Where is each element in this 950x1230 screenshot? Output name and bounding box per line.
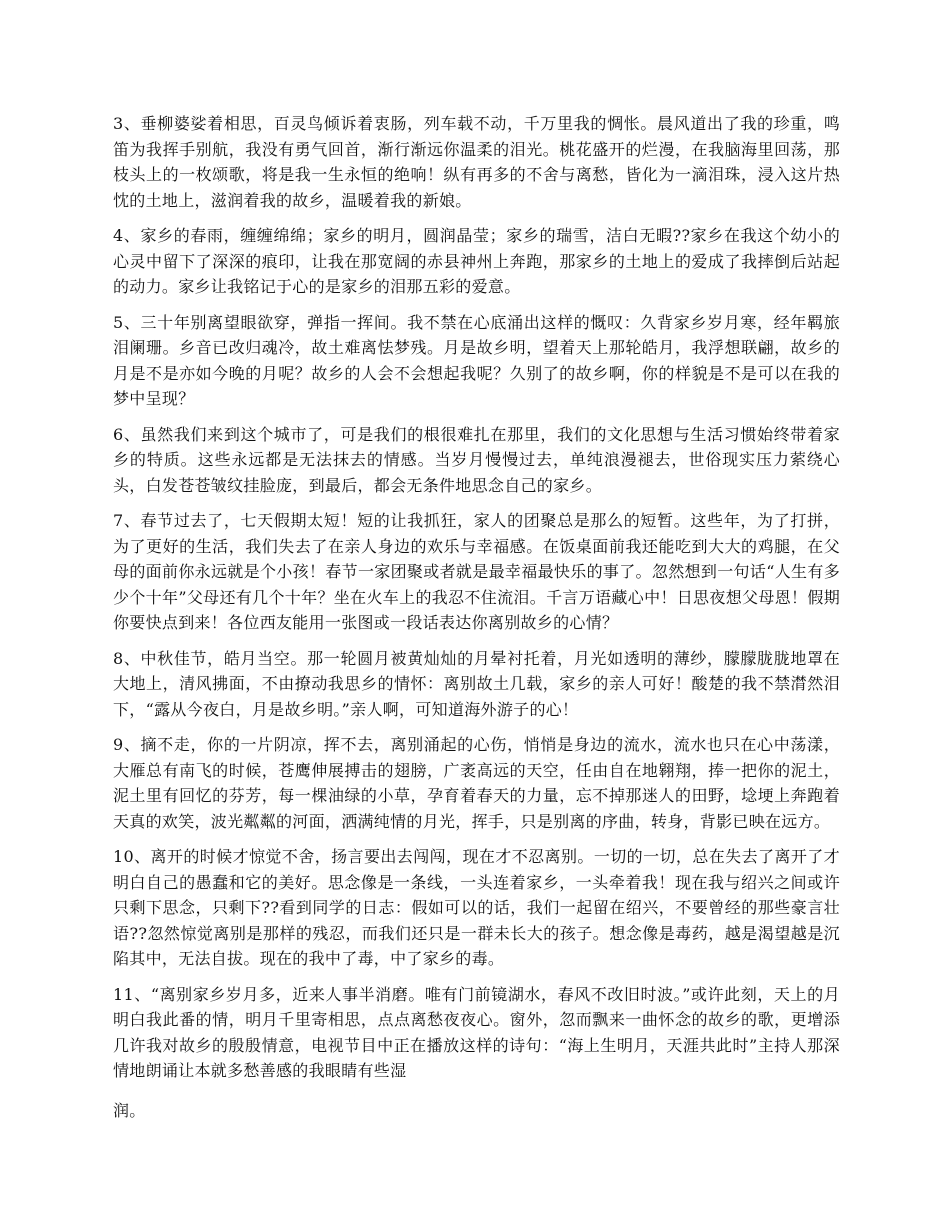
paragraph-10: 10、离开的时候才惊觉不舍，扬言要出去闯闯，现在才不忍离别。一切的一切，总在失去了离开了才明白自己的愚蠢和它的美好。思念像是一条线，一头连着家乡，一头牵着我！现在我与绍兴之间或许只剩下思念，只剩下??看到同学的日志：假如可以的话，我们一起留在绍兴，不要曾经的那些豪言壮语??忽然惊觉离别是那样的残忍，而我们还只是一群未长大的孩子。想念像是毒药，越是渴望越是沉陷其中，无法自拔。现在的我中了毒，中了家乡的毒。 xyxy=(113,847,840,968)
paragraph-3: 3、垂柳婆娑着相思，百灵鸟倾诉着衷肠，列车载不动，千万里我的惆怅。晨风道出了我的珍重，鸣笛为我挥手别航，我没有勇气回首，渐行渐远你温柔的泪光。桃花盛开的烂漫，在我脑海里回荡，那枝头上的一枚颂歌，将是我一生永恒的绝响！纵有再多的不舍与离愁，皆化为一滴泪珠，浸入这片热忱的土地上，滋润着我的故乡，温暖着我的新娘。 xyxy=(113,114,840,210)
paragraph-11-tail: 润。 xyxy=(113,1100,146,1120)
paragraph-6: 6、虽然我们来到这个城市了，可是我们的根很难扎在那里，我们的文化思想与生活习惯始终带着家乡的特质。这些永远都是无法抹去的情感。当岁月慢慢过去，单纯浪漫褪去，世俗现实压力萦绕心头，白发苍苍皱纹挂脸庞，到最后，都会无条件地思念自己的家乡。 xyxy=(113,424,840,495)
paragraph-5: 5、三十年别离望眼欲穿，弹指一挥间。我不禁在心底涌出这样的慨叹：久背家乡岁月寒，经年羁旅泪阑珊。乡音已改归魂冷，故土难离怯梦残。月是故乡明，望着天上那轮皓月，我浮想联翩，故乡的月是不是亦如今晚的月呢？故乡的人会不会想起我呢？久别了的故乡啊，你的样貌是不是可以在我的梦中呈现？ xyxy=(113,312,840,408)
paragraph-11: 11、“离别家乡岁月多，近来人事半消磨。唯有门前镜湖水，春风不改旧时波。”或许此刻，天上的月明白我此番的情，明月千里寄相思，点点离愁夜夜心。窗外，忽而飘来一曲怀念的故乡的歌，更增添几许我对故乡的殷殷情意，电视节目中正在播放这样的诗句：“海上生明月，天涯共此时”主持人那深情地朗诵让本就多愁善感的我眼睛有些湿 xyxy=(113,984,840,1080)
paragraph-8: 8、中秋佳节，皓月当空。那一轮圆月被黄灿灿的月晕衬托着，月光如透明的薄纱，朦朦胧胧地罩在大地上，清风拂面，不由撩动我思乡的情怀：离别故土几载，家乡的亲人可好！酸楚的我不禁潸然泪下，“露从今夜白，月是故乡明。”亲人啊，可知道海外游子的心！ xyxy=(113,648,840,719)
document-body xyxy=(113,111,840,1133)
paragraph-4: 4、家乡的春雨，缠缠绵绵；家乡的明月，圆润晶莹；家乡的瑞雪，洁白无暇??家乡在我这个幼小的心灵中留下了深深的痕印，让我在那宽阔的赤县神州上奔跑，那家乡的土地上的爱成了我摔倒后站起的动力。家乡让我铭记于心的是家乡的泪那五彩的爱意。 xyxy=(113,226,840,296)
paragraph-7: 7、春节过去了，七天假期太短！短的让我抓狂，家人的团聚总是那么的短暂。这些年，为了打拼，为了更好的生活，我们失去了在亲人身边的欢乐与幸福感。在饭桌面前我还能吃到大大的鸡腿，在父母的面前你永远就是个小孩！春节一家团聚或者就是最幸福最快乐的事了。忽然想到一句话“人生有多少个十年”父母还有几个十年？坐在火车上的我忍不住流泪。千言万语藏心中！日思夜想父母恩！假期你要快点到来！各位西友能用一张图或一段话表达你离别故乡的心情？ xyxy=(113,511,840,632)
paragraph-9: 9、摘不走，你的一片阴凉，挥不去，离别涌起的心伤，悄悄是身边的流水，流水也只在心中荡漾，大雁总有南飞的时候，苍鹰伸展搏击的翅膀，广袤高远的天空，任由自在地翱翔，捧一把你的泥土，泥土里有回忆的芬芳，每一棵油绿的小草，孕育着春天的力量，忘不掉那迷人的田野，埝埂上奔跑着天真的欢笑，波光粼粼的河面，洒满纯情的月光，挥手，只是别离的序曲，转身，背影已映在远方。 xyxy=(113,735,840,831)
